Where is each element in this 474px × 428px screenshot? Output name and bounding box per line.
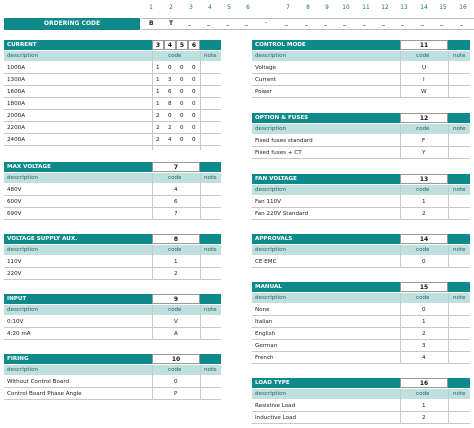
table-row (4, 74, 221, 86)
table-row (4, 110, 221, 122)
column-code: code (168, 307, 182, 313)
column-description: description (255, 53, 287, 59)
row-code: 0 (192, 65, 196, 71)
ordering-code-label: ORDERING CODE (4, 18, 140, 30)
section-title: MANUAL (252, 282, 400, 292)
table-row (4, 134, 221, 146)
position-number: 12 (381, 5, 389, 11)
manual-table (252, 282, 470, 364)
code-position: 12 (400, 113, 448, 123)
code-position: 7 (152, 162, 200, 172)
table-row (4, 328, 221, 340)
row-code: 0 (192, 101, 196, 107)
code-position: 5 (176, 40, 188, 50)
row-code: 2 (156, 113, 160, 119)
table-row (4, 268, 221, 280)
row-description: 1600A (7, 89, 26, 95)
row-code: 2 (156, 137, 160, 143)
position-number: 9 (325, 5, 329, 11)
row-description: Fixed fuses + CT (255, 150, 302, 156)
column-code: code (416, 295, 430, 301)
column-code: code (168, 175, 182, 181)
section-title-filler (200, 294, 221, 304)
column-code: code (168, 53, 182, 59)
table-row (4, 62, 221, 74)
table-row (4, 98, 221, 110)
row-code: 0 (180, 125, 184, 131)
code-position: 16 (400, 378, 448, 388)
row-code: 1 (422, 403, 426, 409)
code-position: 14 (400, 234, 448, 244)
column-note: note (204, 247, 217, 253)
row-description: Fan 220V Standard (255, 211, 309, 217)
column-description: description (255, 391, 287, 397)
code-slot: _ (285, 19, 288, 26)
code-letter: T (169, 20, 174, 27)
table-row (4, 86, 221, 98)
section-title: CURRENT (4, 40, 152, 50)
row-description: Italian (255, 319, 273, 325)
row-code: 1 (422, 319, 426, 325)
position-number: 15 (439, 5, 447, 11)
column-header (4, 51, 221, 61)
section-title-filler (448, 282, 470, 292)
input-table (4, 294, 221, 340)
column-note: note (204, 307, 217, 313)
row-code: V (174, 319, 178, 325)
code-position: 10 (152, 354, 200, 364)
firing-table (4, 354, 221, 400)
row-code: 0 (422, 259, 426, 265)
column-note: note (453, 53, 466, 59)
column-description: description (7, 175, 39, 181)
row-code: 1 (156, 65, 160, 71)
row-description: 600V (7, 199, 22, 205)
position-number: 14 (420, 5, 428, 11)
code-position: 11 (400, 40, 448, 50)
code-slot: _ (188, 19, 191, 26)
column-note: note (453, 126, 466, 132)
column-header (252, 124, 470, 134)
row-code: 2 (422, 331, 426, 337)
table-row (252, 147, 470, 159)
row-code: 0 (180, 113, 184, 119)
row-description: Voltage (255, 65, 276, 71)
position-number: 1 (149, 5, 153, 11)
row-code: 4 (174, 187, 178, 193)
row-description: 1000A (7, 65, 26, 71)
row-code: 3 (422, 343, 426, 349)
section-title: CONTROL MODE (252, 40, 400, 50)
row-description: CE EMC (255, 259, 277, 265)
table-row (252, 352, 470, 364)
column-description: description (7, 53, 39, 59)
table-row (4, 316, 221, 328)
row-description: Inductive Load (255, 415, 297, 421)
table-row (252, 328, 470, 340)
column-code: code (168, 367, 182, 373)
row-description: Current (255, 77, 277, 83)
table-row (4, 256, 221, 268)
row-code: 1 (156, 89, 160, 95)
row-code: I (423, 77, 425, 83)
row-code: 0 (180, 77, 184, 83)
section-title-filler (448, 378, 470, 388)
column-note: note (453, 295, 466, 301)
current-table (4, 40, 221, 150)
row-code: 6 (174, 199, 178, 205)
table-row (252, 304, 470, 316)
position-number: 16 (459, 5, 467, 11)
row-code: 0 (422, 307, 426, 313)
row-code: 6 (168, 89, 172, 95)
row-code: Y (422, 150, 426, 156)
column-header (4, 305, 221, 315)
column-description: description (255, 295, 287, 301)
table-row (4, 388, 221, 400)
code-slot: _ (440, 19, 443, 26)
table-row (4, 184, 221, 196)
column-description: description (255, 187, 287, 193)
column-description: description (255, 247, 287, 253)
section-title-filler (200, 40, 221, 50)
column-code: code (416, 391, 430, 397)
row-code: 2 (174, 271, 178, 277)
position-number: 4 (208, 5, 212, 11)
column-note: note (204, 175, 217, 181)
column-code: code (168, 247, 182, 253)
row-code: 0 (192, 137, 196, 143)
column-note: note (453, 391, 466, 397)
section-title-filler (448, 113, 470, 123)
row-code: W (421, 89, 427, 95)
row-code: 0 (192, 89, 196, 95)
row-code: 1 (156, 101, 160, 107)
section-title: OPTION & FUSES (252, 113, 400, 123)
section-title-filler (448, 40, 470, 50)
position-number: 5 (227, 5, 231, 11)
table-row (4, 122, 221, 134)
column-header (252, 185, 470, 195)
position-number: 2 (169, 5, 173, 11)
table-row (252, 86, 470, 98)
section-title-filler (448, 174, 470, 184)
column-header (4, 365, 221, 375)
column-code: code (416, 53, 430, 59)
table-row (252, 412, 470, 424)
table-row (252, 400, 470, 412)
row-code: 0 (168, 113, 172, 119)
position-number: 8 (306, 5, 310, 11)
code-slot: _ (382, 19, 385, 26)
row-description: 690V (7, 211, 22, 217)
fan-voltage-table (252, 174, 470, 220)
position-number: 7 (286, 5, 290, 11)
position-number: 10 (342, 5, 350, 11)
table-row (252, 62, 470, 74)
row-description: German (255, 343, 278, 349)
approvals-table (252, 234, 470, 268)
code-slot: _ (324, 19, 327, 26)
column-header (252, 51, 470, 61)
row-code: 0 (180, 65, 184, 71)
row-code: 2 (156, 125, 160, 131)
row-code: 0 (192, 125, 196, 131)
section-title: FIRING (4, 354, 152, 364)
section-title: LOAD TYPE (252, 378, 400, 388)
row-description: Fixed fuses standard (255, 138, 313, 144)
row-code: 4 (422, 355, 426, 361)
code-slot: _ (460, 19, 463, 26)
row-description: Resistive Load (255, 403, 296, 409)
code-position: 3 (152, 40, 164, 50)
table-row (252, 196, 470, 208)
row-code: 1 (174, 259, 178, 265)
column-header (252, 245, 470, 255)
position-number: 11 (362, 5, 370, 11)
row-code: 2 (422, 415, 426, 421)
code-letter: B (149, 20, 154, 27)
row-code: U (422, 65, 427, 71)
row-description: None (255, 307, 270, 313)
code-slot: _ (363, 19, 366, 26)
row-description: Control Board Phase Angle (7, 391, 82, 397)
position-number: 3 (189, 5, 193, 11)
row-description: 2200A (7, 125, 26, 131)
section-title: APPROVALS (252, 234, 400, 244)
row-description: 1300A (7, 77, 26, 83)
row-code: 0 (180, 89, 184, 95)
row-code: 7 (174, 211, 178, 217)
row-description: 110V (7, 259, 22, 265)
row-description: 2400A (7, 137, 26, 143)
code-separator: - (265, 19, 268, 26)
column-note: note (453, 247, 466, 253)
section-title-filler (448, 234, 470, 244)
column-code: code (416, 126, 430, 132)
column-description: description (7, 247, 39, 253)
table-row (4, 208, 221, 220)
row-code: P (174, 391, 178, 397)
code-position: 4 (164, 40, 176, 50)
row-code: 0 (180, 101, 184, 107)
control-mode-table (252, 40, 470, 98)
row-code: 1 (156, 77, 160, 83)
row-code: 2 (168, 125, 172, 131)
row-description: 0:10V (7, 319, 24, 325)
position-number: 6 (246, 5, 250, 11)
position-number: 13 (400, 5, 408, 11)
ordering-code-block (0, 0, 474, 34)
table-row (4, 376, 221, 388)
section-title: VOLTAGE SUPPLY AUX. (4, 234, 152, 244)
row-description: 480V (7, 187, 22, 193)
code-slot: _ (207, 19, 210, 26)
section-title-filler (200, 162, 221, 172)
row-code: 0 (180, 137, 184, 143)
row-code: 0 (168, 65, 172, 71)
row-code: 0 (174, 379, 178, 385)
column-code: code (416, 247, 430, 253)
row-code: 8 (168, 101, 172, 107)
table-row (252, 74, 470, 86)
row-code: 1 (422, 199, 426, 205)
column-note: note (204, 53, 217, 59)
row-code: 3 (168, 77, 172, 83)
code-position: 13 (400, 174, 448, 184)
table-row (4, 196, 221, 208)
column-description: description (255, 126, 287, 132)
code-slot: _ (245, 19, 248, 26)
row-code: A (174, 331, 178, 337)
row-description: 2000A (7, 113, 26, 119)
max-voltage-table (4, 162, 221, 220)
section-title-filler (200, 354, 221, 364)
table-row (252, 135, 470, 147)
code-position: 15 (400, 282, 448, 292)
row-code: 2 (422, 211, 426, 217)
row-code: 4 (168, 137, 172, 143)
row-code: 0 (192, 77, 196, 83)
code-slot: _ (305, 19, 308, 26)
code-position: 6 (188, 40, 200, 50)
ordering-code-row (142, 18, 474, 30)
row-description: French (255, 355, 274, 361)
column-note: note (453, 187, 466, 193)
voltage-supply-table (4, 234, 221, 280)
table-row (252, 316, 470, 328)
row-description: 4:20 mA (7, 331, 31, 337)
table-row (252, 208, 470, 220)
column-description: description (7, 367, 39, 373)
section-title: INPUT (4, 294, 152, 304)
column-description: description (7, 307, 39, 313)
code-position: 9 (152, 294, 200, 304)
option-fuses-table (252, 113, 470, 159)
row-description: Without Control Board (7, 379, 70, 385)
section-title: FAN VOLTAGE (252, 174, 400, 184)
row-description: 1800A (7, 101, 26, 107)
row-description: Power (255, 89, 272, 95)
column-header (4, 173, 221, 183)
code-position: 8 (152, 234, 200, 244)
column-header (252, 293, 470, 303)
column-code: code (416, 187, 430, 193)
table-row (252, 340, 470, 352)
load-type-table (252, 378, 470, 424)
column-header (252, 389, 470, 399)
table-row (252, 256, 470, 268)
column-header (4, 245, 221, 255)
section-title-filler (200, 234, 221, 244)
section-title: MAX VOLTAGE (4, 162, 152, 172)
row-description: 220V (7, 271, 22, 277)
row-code: F (422, 138, 426, 144)
column-note: note (204, 367, 217, 373)
code-slot: _ (226, 19, 229, 26)
code-slot: _ (421, 19, 424, 26)
row-description: English (255, 331, 276, 337)
code-slot: _ (343, 19, 346, 26)
row-description: Fan 110V (255, 199, 281, 205)
code-slot: _ (401, 19, 404, 26)
row-code: 0 (192, 113, 196, 119)
